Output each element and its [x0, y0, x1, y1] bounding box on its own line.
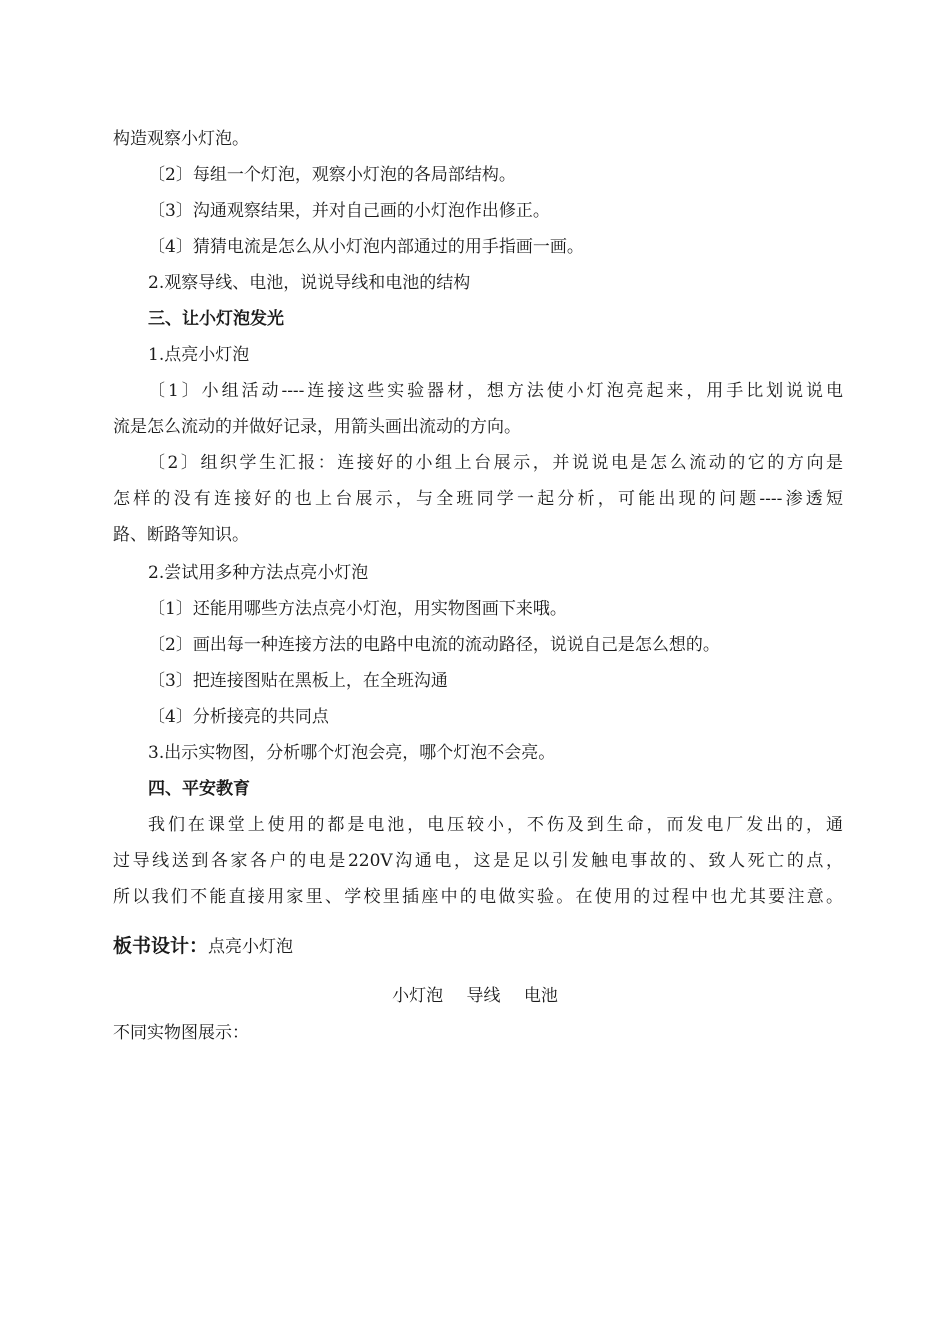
board-item: 小灯泡 [392, 986, 444, 1006]
text-line: 〔4〕猜猜电流是怎么从小灯泡内部通过的用手指画一画。 [148, 237, 584, 257]
text-line: 〔1〕还能用哪些方法点亮小灯泡，用实物图画下来哦。 [148, 599, 567, 619]
text-line: 〔4〕分析接亮的共同点 [148, 707, 329, 727]
text-line: 1.点亮小灯泡 [148, 345, 250, 365]
board-items [0, 984, 950, 1008]
text-line: 〔1〕小组活动----连接这些实验器材，想方法使小灯泡亮起来，用手比划说说电 [148, 381, 843, 401]
text-line: 〔2〕组织学生汇报：连接好的小组上台展示，并说说电是怎么流动的它的方向是 [148, 453, 843, 473]
text-line: 过导线送到各家各户的电是220V沟通电，这是足以引发触电事故的、致人死亡的点， [113, 851, 843, 871]
text-line: 2.尝试用多种方法点亮小灯泡 [148, 563, 369, 583]
text-line: 〔2〕每组一个灯泡，观察小灯泡的各局部结构。 [148, 165, 516, 185]
text-line: 所以我们不能直接用家里、学校里插座中的电做实验。在使用的过程中也尤其要注意。 [113, 887, 843, 907]
board-design-heading [113, 932, 293, 961]
text-line: 〔3〕沟通观察结果，并对自己画的小灯泡作出修正。 [148, 201, 550, 221]
section-heading: 四、平安教育 [148, 779, 250, 799]
text-line: 怎样的没有连接好的也上台展示，与全班同学一起分析，可能出现的问题----渗透短 [113, 489, 843, 509]
text-line: 〔3〕把连接图贴在黑板上，在全班沟通 [148, 671, 448, 691]
board-footer: 不同实物图展示： [113, 1023, 249, 1043]
board-item: 导线 [466, 986, 501, 1006]
text-line: 路、断路等知识。 [113, 525, 249, 545]
board-design-title: 点亮小灯泡 [208, 937, 294, 957]
section-heading: 三、让小灯泡发光 [148, 309, 284, 329]
board-item: 电池 [523, 986, 558, 1006]
text-line: 我们在课堂上使用的都是电池，电压较小，不伤及到生命，而发电厂发出的，通 [148, 815, 843, 835]
text-line: 2.观察导线、电池，说说导线和电池的结构 [148, 273, 471, 293]
text-line: 3.出示实物图，分析哪个灯泡会亮，哪个灯泡不会亮。 [148, 743, 556, 763]
board-design-label: 板书设计： [113, 935, 209, 957]
text-line: 流是怎么流动的并做好记录，用箭头画出流动的方向。 [113, 417, 521, 437]
text-line: 〔2〕画出每一种连接方法的电路中电流的流动路径，说说自己是怎么想的。 [148, 635, 720, 655]
text-line: 构造观察小灯泡。 [113, 129, 249, 149]
